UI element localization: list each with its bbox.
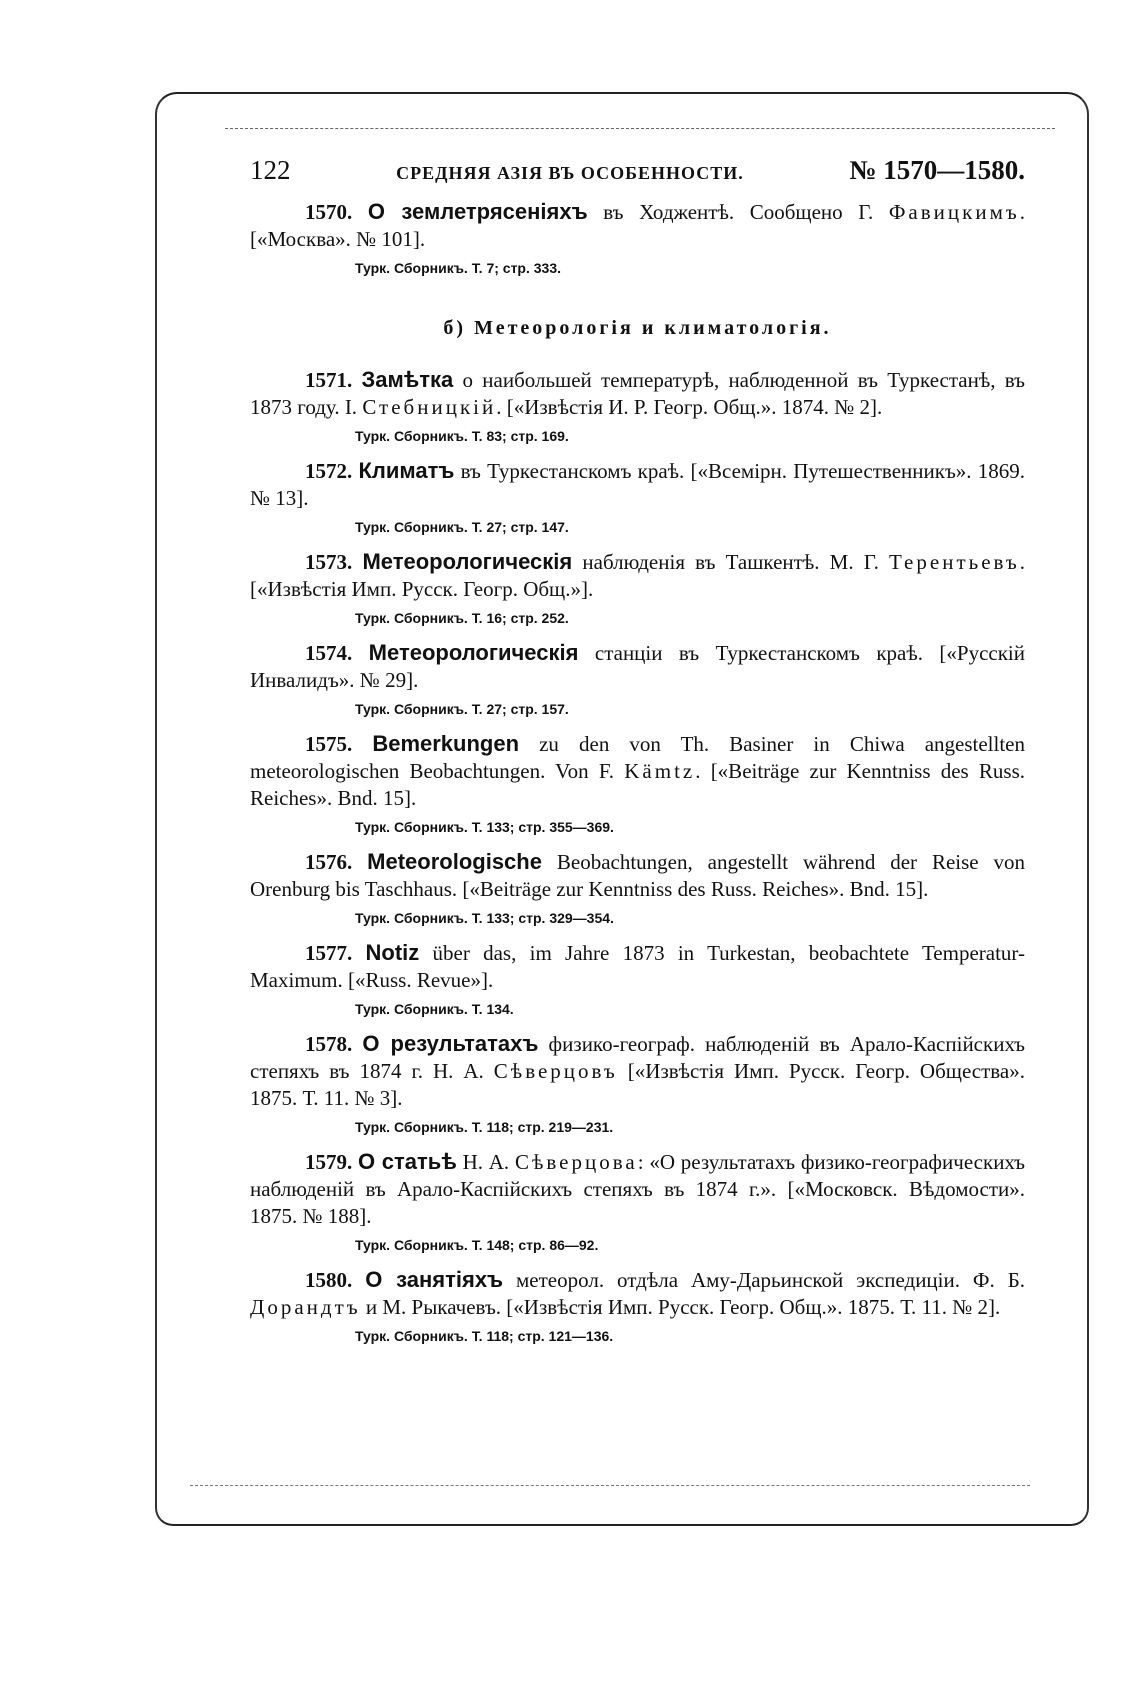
entry-list-2 xyxy=(250,366,1025,1345)
entry-number: 1579. xyxy=(305,1150,353,1174)
entry-number: 1573. xyxy=(305,550,353,574)
entry-source: Турк. Сборникъ. Т. 133; стр. 355—369. xyxy=(355,819,614,835)
entry-body: о наибольшей температурѣ, наблюденной въ Туркестанѣ, въ 1873 году. I. xyxy=(250,368,1026,419)
bibliography-entry xyxy=(250,366,1025,445)
entry-tail: [«Извѣстія Имп. Русск. Геогр. Общества». 1875. Т. 11. № 3]. xyxy=(250,1059,1026,1110)
entry-text xyxy=(250,198,1025,253)
entry-title: О землетрясеніяхъ xyxy=(367,199,588,224)
top-rule xyxy=(225,128,1055,129)
page-body xyxy=(250,155,1025,1357)
entry-author: Дорандтъ xyxy=(250,1295,361,1319)
entry-body: über das, im Jahre 1873 in Turkestan, beobachtete Temperatur-Maximum. [«Russ. Revue»]. xyxy=(250,941,1026,992)
entry-source: Турк. Сборникъ. Т. 83; стр. 169. xyxy=(355,428,569,444)
entry-title: О результатахъ xyxy=(362,1031,539,1056)
entry-text xyxy=(250,548,1025,603)
running-title: СРЕДНЯЯ АЗІЯ ВЪ ОСОБЕННОСТИ. xyxy=(396,163,744,183)
entry-body: станціи въ Туркестанскомъ краѣ. [«Русскій Инвалидъ». № 29]. xyxy=(250,641,1026,692)
entry-text xyxy=(250,1266,1025,1321)
entry-source: Турк. Сборникъ. Т. 27; стр. 157. xyxy=(355,701,569,717)
bibliography-entry xyxy=(250,1148,1025,1254)
entry-number: 1574. xyxy=(305,641,353,665)
entry-number: 1571. xyxy=(305,368,353,392)
entry-body: Beobachtungen, angestellt während der Reise von Orenburg bis Taschhaus. [«Beiträge zur Kenntniss des Russ. Reiches». Bnd. 15]. xyxy=(250,850,1025,901)
entry-body: въ Ходжентѣ. Сообщено Г. xyxy=(587,200,889,224)
entry-text xyxy=(250,457,1025,512)
entry-tail: . [«Москва». № 101]. xyxy=(250,200,1025,251)
entry-author: Kämtz xyxy=(624,759,696,783)
entry-number: 1578. xyxy=(305,1032,353,1056)
entry-body: физико-географ. наблюденій въ Арало-Каспійскихъ степяхъ въ 1874 г. Н. А. xyxy=(250,1032,1026,1083)
bibliography-entry xyxy=(250,548,1025,627)
entry-source: Турк. Сборникъ. Т. 16; стр. 252. xyxy=(355,610,569,626)
entry-source: Турк. Сборникъ. Т. 148; стр. 86—92. xyxy=(355,1237,599,1253)
entry-author: Фавицкимъ xyxy=(888,200,1020,224)
entry-author: Стебницкій xyxy=(362,395,497,419)
entry-source: Турк. Сборникъ. Т. 118; стр. 219—231. xyxy=(355,1119,614,1135)
entry-text xyxy=(250,848,1025,903)
entry-tail: . [«Извѣстія Имп. Русск. Геогр. Общ.»]. xyxy=(250,550,1026,601)
entry-title: Bemerkungen xyxy=(372,731,520,756)
entry-tail: . [«Извѣстія И. Р. Геогр. Общ.». 1874. № 2]. xyxy=(496,395,883,419)
entry-title: Метеорологическія xyxy=(362,549,573,574)
entry-source: Турк. Сборникъ. Т. 134. xyxy=(355,1001,514,1017)
entry-source: Турк. Сборникъ. Т. 133; стр. 329—354. xyxy=(355,910,614,926)
entry-title: О статьѣ xyxy=(358,1149,457,1174)
entry-author: Терентьевъ xyxy=(889,550,1020,574)
entry-text xyxy=(250,1148,1025,1230)
entry-list-1 xyxy=(250,198,1025,277)
entry-text xyxy=(250,939,1025,994)
entry-author: Сѣверцова xyxy=(514,1150,638,1174)
page-number: 122 xyxy=(250,155,291,185)
entry-range: № 1570—1580. xyxy=(849,155,1025,185)
entry-source: Турк. Сборникъ. Т. 7; стр. 333. xyxy=(355,260,562,276)
entry-text xyxy=(250,639,1025,694)
entry-title: Метеорологическія xyxy=(368,640,579,665)
bibliography-entry xyxy=(250,730,1025,836)
entry-number: 1577. xyxy=(305,941,353,965)
entry-tail: . [«Beiträge zur Kenntniss des Russ. Reiches». Bnd. 15]. xyxy=(250,759,1025,810)
entry-title: Notiz xyxy=(365,940,420,965)
entry-text xyxy=(250,366,1025,421)
bibliography-entry xyxy=(250,639,1025,718)
entry-body: наблюденія въ Ташкентѣ. М. Г. xyxy=(572,550,890,574)
bottom-rule xyxy=(190,1485,1030,1486)
entry-author: Сѣверцовъ xyxy=(493,1059,618,1083)
entry-tail: : «О результатахъ физико-географическихъ наблюденій въ Арало-Каспійскихъ степяхъ въ 1874 г.». [«Московск. Вѣдомости». 1875. № 188]. xyxy=(250,1150,1025,1228)
entry-number: 1580. xyxy=(305,1268,353,1292)
entry-number: 1575. xyxy=(305,732,353,756)
entry-body: въ Туркестанскомъ краѣ. [«Всемірн. Путешественникъ». 1869. № 13]. xyxy=(250,459,1026,510)
entry-title: Климатъ xyxy=(358,458,455,483)
bibliography-entry xyxy=(250,1030,1025,1136)
bibliography-entry xyxy=(250,1266,1025,1345)
entry-body: метеорол. отдѣла Аму-Дарьинской экспедиціи. Ф. Б. xyxy=(503,1268,1026,1292)
entry-title: Замѣтка xyxy=(361,367,454,392)
bibliography-entry xyxy=(250,848,1025,927)
bibliography-entry xyxy=(250,939,1025,1018)
bibliography-entry xyxy=(250,198,1025,277)
entry-number: 1570. xyxy=(305,200,353,224)
entry-source: Турк. Сборникъ. Т. 118; стр. 121—136. xyxy=(355,1328,614,1344)
entry-source: Турк. Сборникъ. Т. 27; стр. 147. xyxy=(355,519,569,535)
entry-body: zu den von Th. Basiner in Chiwa angestellten meteorologischen Beobachtungen. Von F. xyxy=(250,732,1026,783)
entry-tail: и М. Рыкачевъ. [«Извѣстія Имп. Русск. Геогр. Общ.». 1875. Т. 11. № 2]. xyxy=(360,1295,1001,1319)
entry-title: О занятіяхъ xyxy=(365,1267,504,1292)
bibliography-entry xyxy=(250,457,1025,536)
section-heading: б) Метеорологія и климатологія. xyxy=(443,317,832,339)
entry-body: Н. А. xyxy=(456,1150,515,1174)
entry-number: 1572. xyxy=(305,459,353,483)
running-header xyxy=(250,155,1025,186)
entry-text xyxy=(250,730,1025,812)
entry-number: 1576. xyxy=(305,850,353,874)
entry-title: Meteorologische xyxy=(367,849,542,874)
entry-text xyxy=(250,1030,1025,1112)
